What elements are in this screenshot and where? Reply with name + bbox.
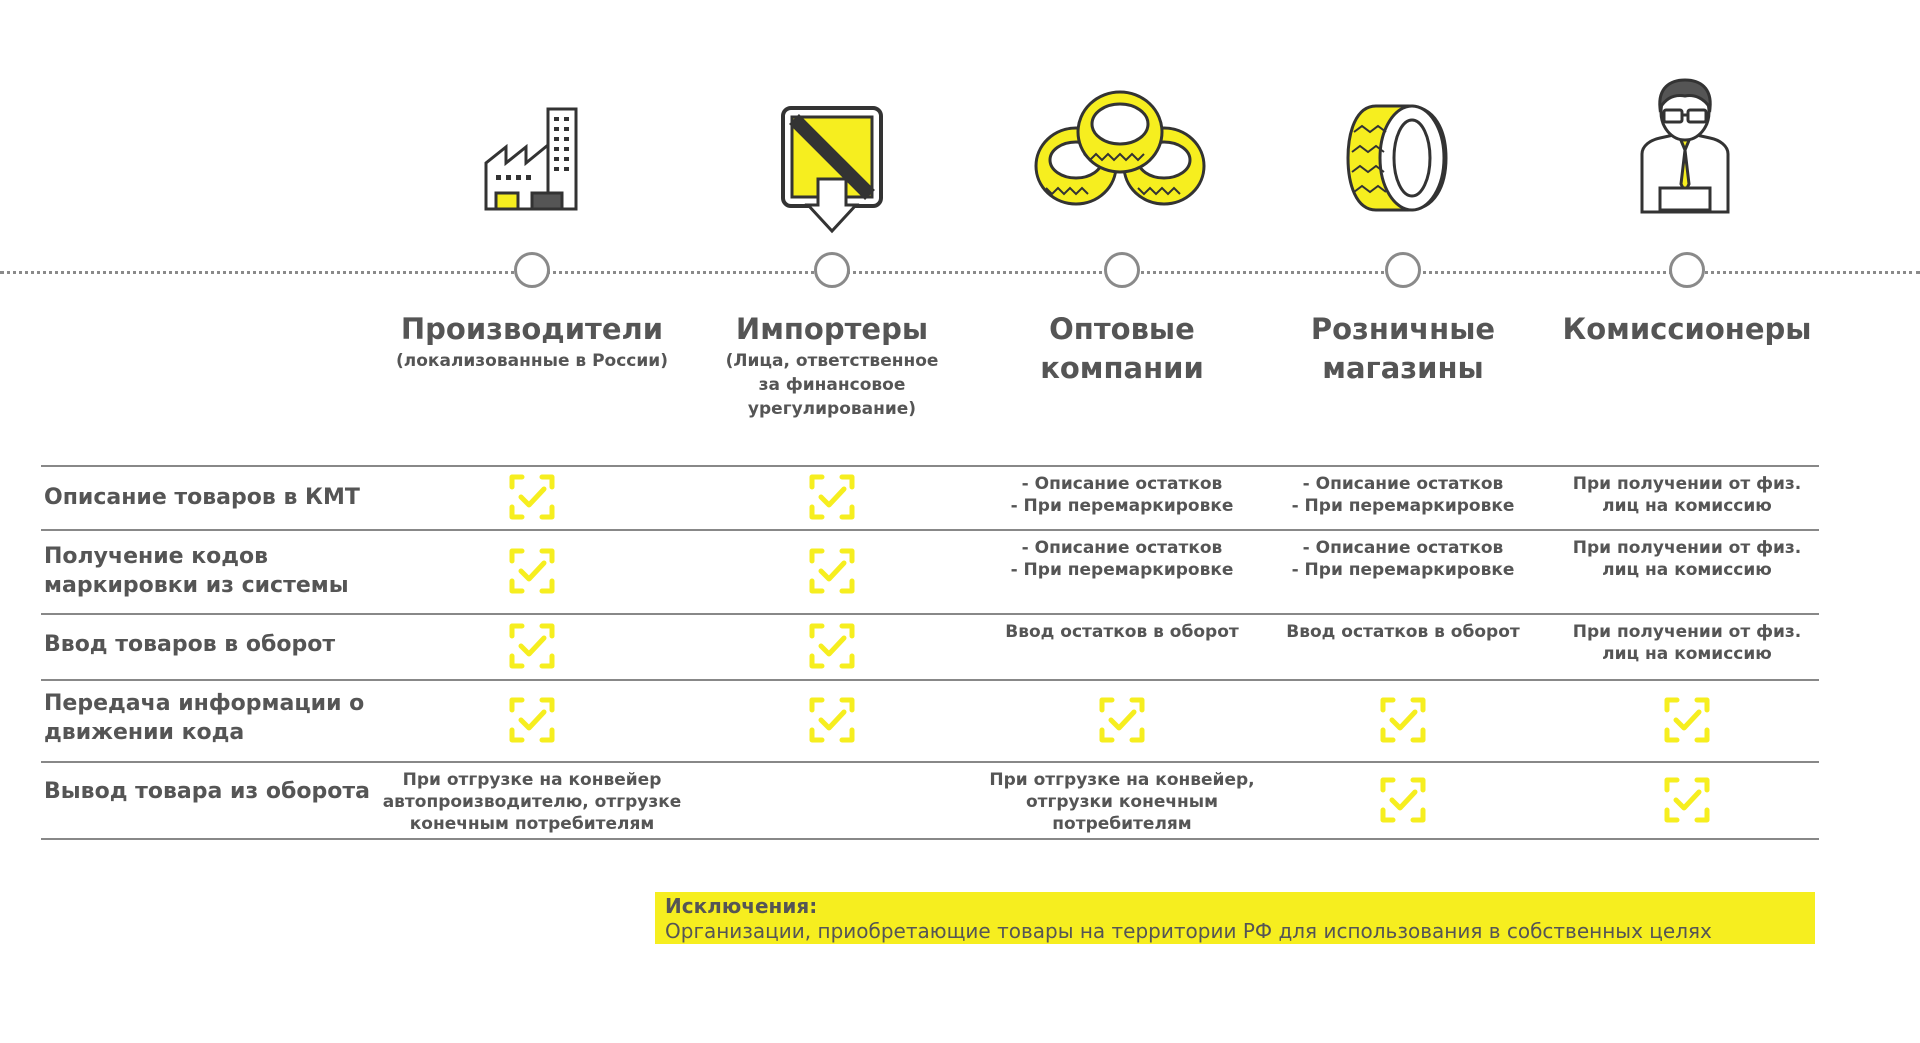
row-label: Описание товаров в КМТ <box>44 485 360 510</box>
check-icon <box>809 548 855 594</box>
exceptions-text: Организации, приобретающие товары на территории РФ для использования в собственных целях <box>665 919 1712 943</box>
row-label: Передача информации о движении кода <box>44 691 365 745</box>
exceptions-box <box>655 892 1815 944</box>
cell-text: - Описание остатков - При перемаркировке <box>1291 538 1515 580</box>
table-divider <box>41 529 1819 531</box>
check-icon <box>1099 697 1145 743</box>
tire-icon <box>1346 102 1448 214</box>
column-header-wholesale <box>972 310 1272 388</box>
cell-text: - Описание остатков - При перемаркировке <box>1010 538 1234 580</box>
check-icon <box>1664 777 1710 823</box>
cell-text: При получении от физ. лиц на комиссию <box>1572 474 1802 516</box>
row-label: Получение кодов маркировки из системы <box>44 544 349 598</box>
table-divider <box>41 679 1819 681</box>
timeline-node <box>1669 252 1705 288</box>
check-icon <box>1380 697 1426 743</box>
column-title: Производители <box>400 312 664 346</box>
cell-text: - Описание остатков - При перемаркировке <box>1291 474 1515 516</box>
check-icon <box>809 697 855 743</box>
column-title: Комиссионеры <box>1562 312 1812 346</box>
column-header-retail <box>1253 310 1553 388</box>
cell-text: При получении от физ. лиц на комиссию <box>1572 538 1802 580</box>
table-divider <box>41 613 1819 615</box>
check-icon <box>809 474 855 520</box>
timeline-node <box>1104 252 1140 288</box>
check-icon <box>1664 697 1710 743</box>
check-icon <box>509 623 555 669</box>
timeline-node <box>514 252 550 288</box>
column-header-importers <box>682 310 982 421</box>
column-header-producers <box>382 310 682 373</box>
cell-text: При получении от физ. лиц на комиссию <box>1572 622 1802 664</box>
check-icon <box>509 548 555 594</box>
cell-text: - Описание остатков - При перемаркировке <box>1010 474 1234 516</box>
cell-text: Ввод остатков в оборот <box>1286 622 1520 642</box>
table-divider <box>41 465 1819 467</box>
check-icon <box>809 623 855 669</box>
check-icon <box>1380 777 1426 823</box>
factory-icon <box>484 105 584 215</box>
check-icon <box>509 697 555 743</box>
timeline-dotted-line <box>0 271 1920 274</box>
row-label: Вывод товара из оборота <box>44 779 370 804</box>
cell-text: При отгрузке на конвейер автопроизводителю, отгрузке конечным потребителям <box>382 770 682 834</box>
table-divider <box>41 838 1819 840</box>
table-divider <box>41 761 1819 763</box>
timeline-node <box>1385 252 1421 288</box>
column-title: Импортеры <box>735 312 929 346</box>
cell-text: При отгрузке на конвейер, отгрузки конечным потребителям <box>989 770 1255 834</box>
column-title: Розничные магазины <box>1310 312 1496 385</box>
exceptions-title: Исключения: <box>665 894 818 918</box>
column-subtitle: (локализованные в России) <box>396 351 668 371</box>
cell-text: Ввод остатков в оборот <box>1005 622 1239 642</box>
column-title: Оптовые компании <box>1040 312 1204 385</box>
tire-stack-icon <box>1034 88 1206 214</box>
timeline-node <box>814 252 850 288</box>
import-box-icon <box>780 105 884 235</box>
column-header-commission <box>1537 310 1837 349</box>
column-subtitle: (Лица, ответственное за финансовое урегулирование) <box>725 351 939 419</box>
person-icon <box>1638 78 1732 214</box>
check-icon <box>509 474 555 520</box>
row-label: Ввод товаров в оборот <box>44 632 336 657</box>
